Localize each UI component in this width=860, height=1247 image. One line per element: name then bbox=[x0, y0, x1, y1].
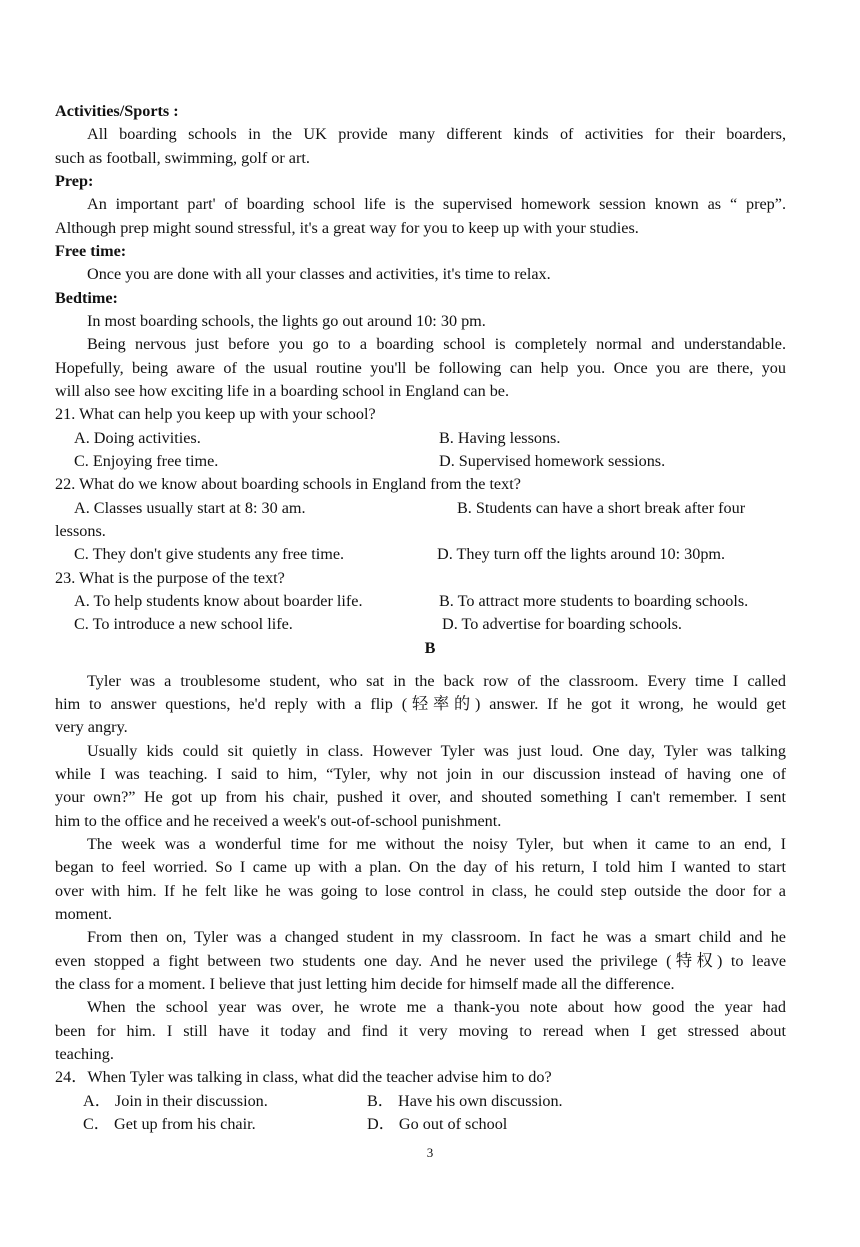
paragraph-line: An important part' of boarding school life is the supervised homework session known as “ prep”. bbox=[87, 195, 786, 213]
heading-activities: Activities/Sports : bbox=[55, 102, 179, 120]
option-23-c[interactable]: C. To introduce a new school life. bbox=[74, 615, 293, 633]
paragraph-line: him to the office and he received a week's out-of-school punishment. bbox=[55, 812, 502, 830]
heading-bedtime: Bedtime: bbox=[55, 289, 118, 307]
option-23-d[interactable]: D. To advertise for boarding schools. bbox=[442, 615, 682, 633]
option-24-d[interactable]: D． Go out of school bbox=[367, 1115, 508, 1133]
option-23-a[interactable]: A. To help students know about boarder life. bbox=[74, 592, 363, 610]
question-24: 24．When Tyler was talking in class, what did the teacher advise him to do? bbox=[55, 1068, 552, 1086]
paragraph-line: From then on, Tyler was a changed student in my classroom. In fact he was a smart child and he bbox=[87, 928, 786, 946]
option-22-b-continued: lessons. bbox=[55, 522, 106, 540]
paragraph-line: The week was a wonderful time for me without the noisy Tyler, but when it came to an end, I bbox=[87, 835, 786, 853]
paragraph-line: Usually kids could sit quietly in class. However Tyler was just loud. One day, Tyler was talking bbox=[87, 742, 786, 760]
option-24-b[interactable]: B． Have his own discussion. bbox=[367, 1092, 563, 1110]
option-24-c[interactable]: C． Get up from his chair. bbox=[83, 1115, 256, 1133]
paragraph-line: the class for a moment. I believe that just letting him decide for himself made all the difference. bbox=[55, 975, 675, 993]
paragraph-line: began to feel worried. So I came up with a plan. On the day of his return, I told him I wanted to start bbox=[55, 858, 786, 876]
heading-free-time: Free time: bbox=[55, 242, 127, 260]
question-21: 21. What can help you keep up with your school? bbox=[55, 405, 376, 423]
paragraph-line: All boarding schools in the UK provide many different kinds of activities for their boarders, bbox=[87, 125, 786, 143]
paragraph-line: even stopped a fight between two students one day. And he never used the privilege (特权) to leave bbox=[55, 952, 786, 970]
option-22-a[interactable]: A. Classes usually start at 8: 30 am. bbox=[74, 499, 306, 517]
paragraph-line: Tyler was a troublesome student, who sat in the back row of the classroom. Every time I called bbox=[87, 672, 786, 690]
paragraph-line: In most boarding schools, the lights go out around 10: 30 pm. bbox=[87, 312, 486, 330]
option-22-c[interactable]: C. They don't give students any free time. bbox=[74, 545, 345, 563]
paragraph-line: When the school year was over, he wrote me a thank-you note about how good the year had bbox=[87, 998, 786, 1016]
option-24-a[interactable]: A． Join in their discussion. bbox=[83, 1092, 268, 1110]
option-21-a[interactable]: A. Doing activities. bbox=[74, 429, 201, 447]
paragraph-line: such as football, swimming, golf or art. bbox=[55, 149, 310, 167]
option-21-d[interactable]: D. Supervised homework sessions. bbox=[439, 452, 666, 470]
option-22-d[interactable]: D. They turn off the lights around 10: 30pm. bbox=[437, 545, 726, 563]
paragraph-line: teaching. bbox=[55, 1045, 114, 1063]
option-23-b[interactable]: B. To attract more students to boarding schools. bbox=[439, 592, 749, 610]
option-21-c[interactable]: C. Enjoying free time. bbox=[74, 452, 219, 470]
paragraph-line: Although prep might sound stressful, it's a great way for you to keep up with your studies. bbox=[55, 219, 639, 237]
paragraph-line: Hopefully, being aware of the usual routine you'll be following can help you. Once you are there, you bbox=[55, 359, 786, 377]
paragraph-line: will also see how exciting life in a boarding school in England can be. bbox=[55, 382, 510, 400]
paragraph-line: moment. bbox=[55, 905, 113, 923]
page-number: 3 bbox=[426, 1145, 434, 1160]
paragraph-line: while I was teaching. I said to him, “Tyler, why not join in our discussion instead of having one of bbox=[55, 765, 786, 783]
option-22-b[interactable]: B. Students can have a short break after four bbox=[457, 499, 746, 517]
question-22: 22. What do we know about boarding schools in England from the text? bbox=[55, 475, 521, 493]
paragraph-line: your own?” He got up from his chair, pushed it over, and shouted something I can't remember. I sent bbox=[55, 788, 786, 806]
heading-prep: Prep: bbox=[55, 172, 94, 190]
question-23: 23. What is the purpose of the text? bbox=[55, 569, 285, 587]
section-b-title: B bbox=[424, 639, 436, 657]
paragraph-line: Being nervous just before you go to a boarding school is completely normal and understandable. bbox=[87, 335, 786, 353]
paragraph-line: very angry. bbox=[55, 718, 128, 736]
paragraph-line: Once you are done with all your classes and activities, it's time to relax. bbox=[87, 265, 551, 283]
option-21-b[interactable]: B. Having lessons. bbox=[439, 429, 561, 447]
paragraph-line: over with him. If he felt like he was going to lose control in class, he could step outside the door for a bbox=[55, 882, 786, 900]
paragraph-line: him to answer questions, he'd reply with a flip (轻率的) answer. If he got it wrong, he would get bbox=[55, 695, 786, 713]
paragraph-line: been for him. I still have it today and find it very moving to reread when I get stressed about bbox=[55, 1022, 786, 1040]
